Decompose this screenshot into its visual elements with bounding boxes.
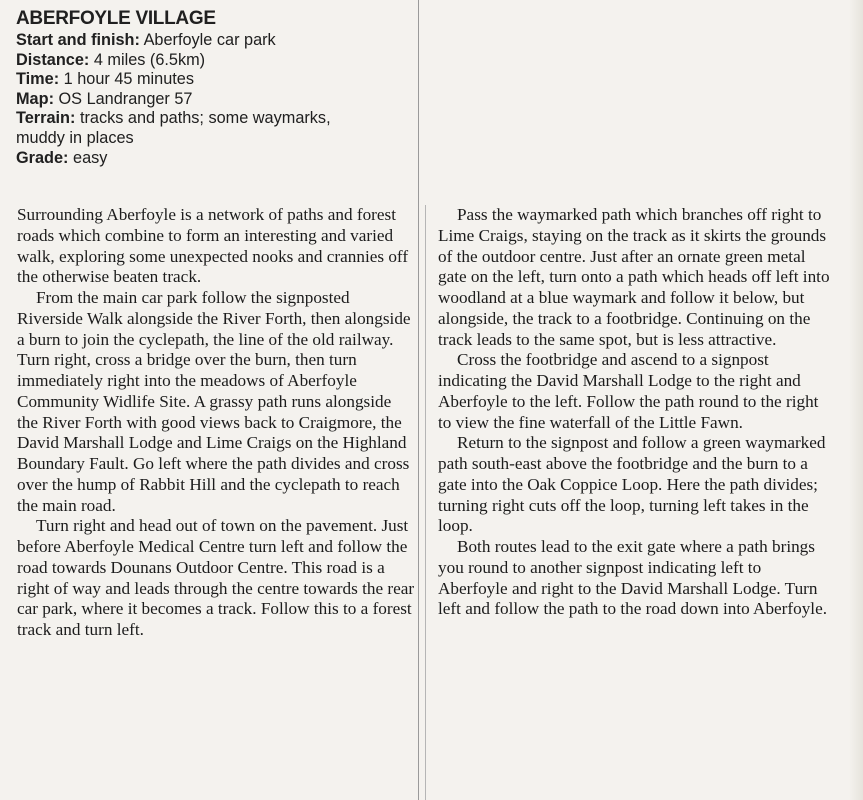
fact-terrain <box>16 109 371 148</box>
fact-label: Terrain: <box>16 109 76 128</box>
article-column-right <box>438 205 830 620</box>
fact-value: 4 miles (6.5km) <box>93 50 206 69</box>
fact-map <box>16 90 411 110</box>
article-paragraph: Both routes lead to the exit gate where a path brings you round to another signpost indicating left to Aberfoyle and right to the David Marshall Lodge. Turn left and follow the path to the road down into Aberfoyle. <box>438 537 828 619</box>
fact-label: Distance: <box>16 50 90 69</box>
column-divider-secondary <box>425 205 426 800</box>
fact-time <box>16 70 411 90</box>
fact-value: Aberfoyle car park <box>143 31 276 49</box>
article-column-left <box>17 205 415 641</box>
route-title: ABERFOYLE VILLAGE <box>16 8 216 29</box>
article-paragraph: Cross the footbridge and ascend to a signpost indicating the David Marshall Lodge to the right and Aberfoyle to the left. Follow the path round to the right to view the fine waterfall of the Little Fawn. <box>438 350 819 432</box>
fact-start-finish <box>16 31 411 51</box>
fact-value: easy <box>73 148 108 167</box>
fact-label: Start and finish: <box>16 31 140 49</box>
fact-value: 1 hour 45 minutes <box>63 70 195 89</box>
fact-label: Grade: <box>16 148 69 167</box>
fact-grade <box>16 149 411 169</box>
article-paragraph: Return to the signpost and follow a green waymarked path south-east above the footbridge and the burn to a gate into the Oak Coppice Loop. Here the path divides; turning right cuts off the loop, turning left takes in the loop. <box>438 433 826 536</box>
fact-value: tracks and paths; some waymarks, muddy in places <box>16 109 331 147</box>
fact-distance <box>16 51 411 71</box>
fact-label: Time: <box>16 70 60 89</box>
article-paragraph: Surrounding Aberfoyle is a network of paths and forest roads which combine to form an interesting and varied walk, exploring some unexpected nooks and crannies off the otherwise beaten track. <box>17 205 409 287</box>
fact-value: OS Landranger 57 <box>58 89 193 108</box>
column-divider <box>418 0 419 800</box>
article-paragraph: Pass the waymarked path which branches off right to Lime Craigs, staying on the track as it skirts the grounds of the outdoor centre. Just after an ornate green metal gate on the left, turn onto a path which heads off left into woodland at a blue waymark and follow it below, but alongside, the track to a footbridge. Continuing on the track leads to the same spot, but is less attractive. <box>438 205 830 349</box>
page-edge-shadow <box>849 0 863 800</box>
route-factbox <box>16 8 411 168</box>
article-paragraph: Turn right and head out of town on the pavement. Just before Aberfoyle Medical Centre turn left and follow the road towards Dounans Outdoor Centre. This road is a right of way and leads through the centre towards the rear car park, where it becomes a track. Follow this to a forest track and turn left. <box>17 516 415 639</box>
fact-label: Map: <box>16 89 54 108</box>
article-paragraph: From the main car park follow the signposted Riverside Walk alongside the River Forth, then alongside a burn to join the cyclepath, the line of the old railway. Turn right, cross a bridge over the burn, then turn immediately right into the meadows of Aberfoyle Community Widlife Site. A grassy path runs alongside the River Forth with good views back to Craigmore, the David Marshall Lodge and Lime Craigs on the Highland Boundary Fault. Go left where the path divides and cross over the hump of Rabbit Hill and the cyclepath to reach the main road. <box>17 288 411 515</box>
